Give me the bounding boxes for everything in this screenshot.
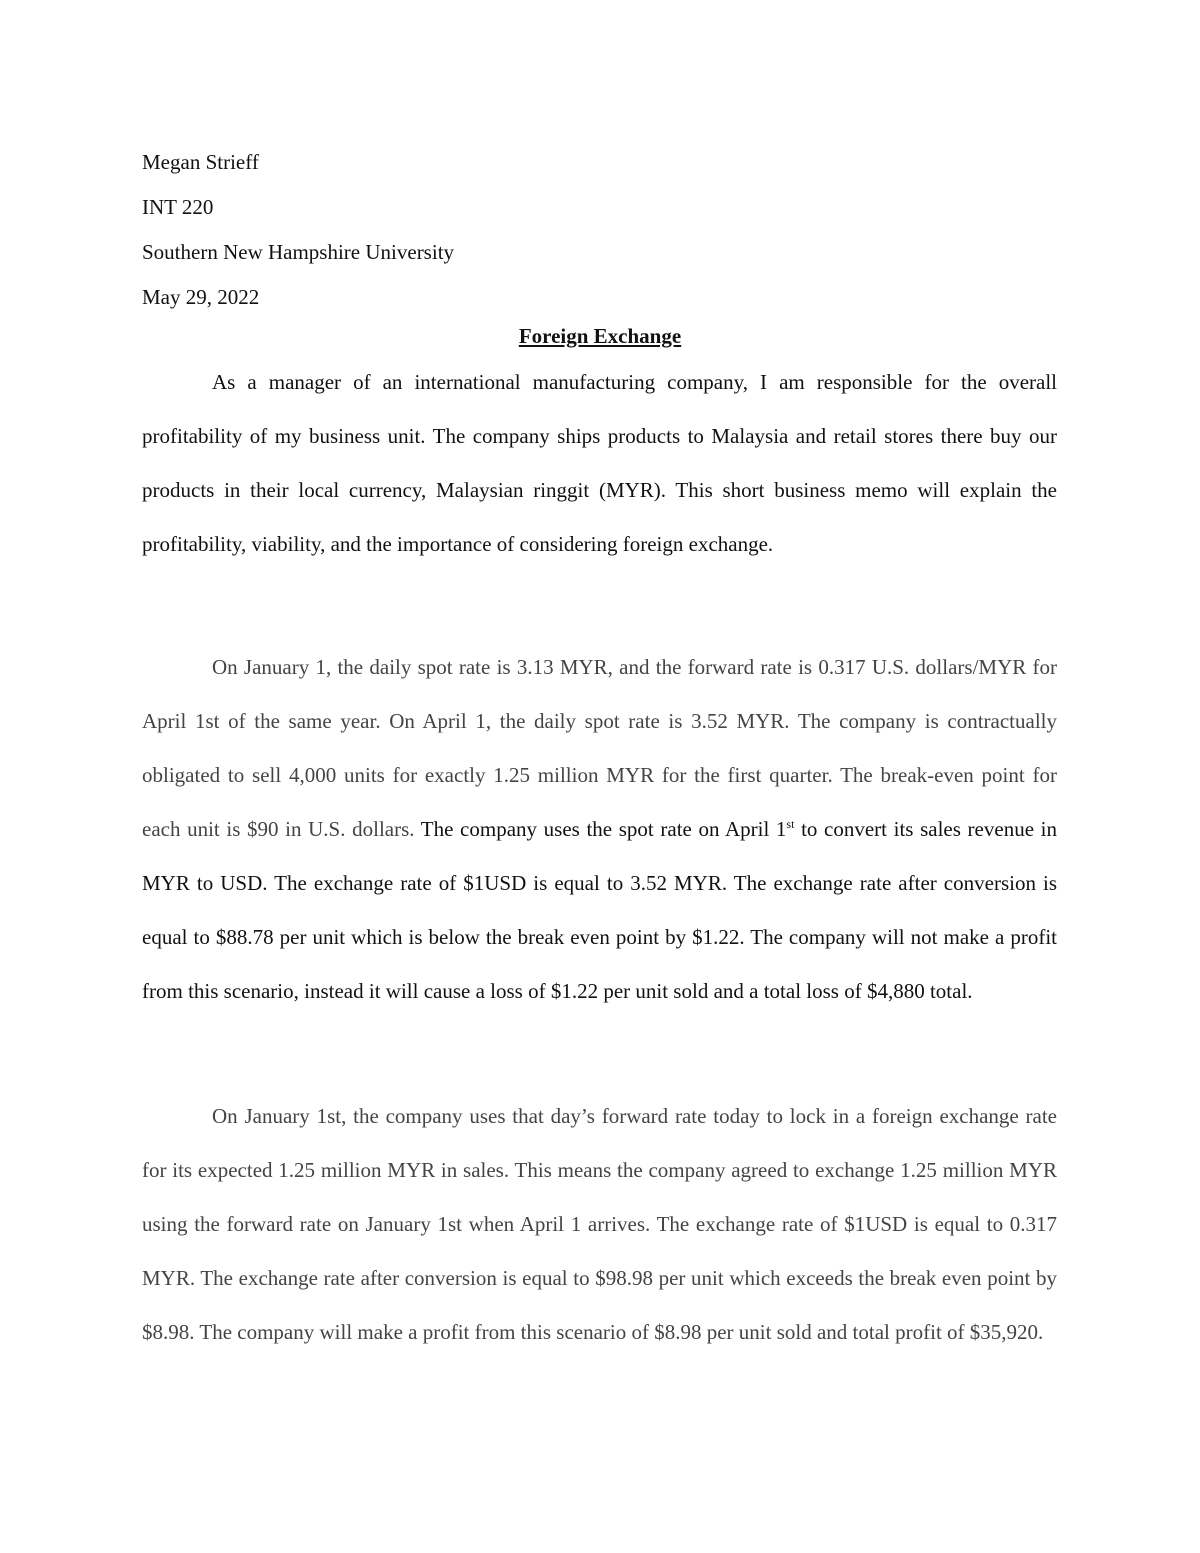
paragraph-intro: As a manager of an international manufacturing company, I am responsible for the overall profitability of my business unit. The company ships products to Malaysia and retail stores there buy our products in their local currency, Malaysian ringgit (MYR). This short business memo will explain the profitability, viability, and the importance of considering foreign exchange. bbox=[142, 370, 1057, 556]
paragraph-spot-rate bbox=[142, 640, 1057, 1018]
course-code: INT 220 bbox=[142, 195, 214, 219]
document-date: May 29, 2022 bbox=[142, 285, 260, 309]
superscript-ordinal: st bbox=[786, 817, 795, 831]
paragraph-spot-rate-part2b: to convert its sales revenue in MYR to USD. The exchange rate of $1USD is equal to 3.52 MYR. The exchange rate after conversion is equal to $88.78 per unit which is below the break even point by $1.22. The company will not make a profit from this scenario, instead it will cause a loss of $1.22 per unit sold and a total loss of $4,880 total. bbox=[142, 817, 1057, 1003]
author-name: Megan Strieff bbox=[142, 150, 259, 174]
paragraph-forward-rate: On January 1st, the company uses that day’s forward rate today to lock in a foreign exchange rate for its expected 1.25 million MYR in sales. This means the company agreed to exchange 1.25 million MYR using the forward rate on January 1st when April 1 arrives. The exchange rate of $1USD is equal to 0.317 MYR. The exchange rate after conversion is equal to $98.98 per unit which exceeds the break even point by $8.98. The company will make a profit from this scenario of $8.98 per unit sold and total profit of $35,920. bbox=[142, 1104, 1057, 1344]
school-name: Southern New Hampshire University bbox=[142, 240, 455, 264]
paragraph-spot-rate-part2a: The company uses the spot rate on April 1 bbox=[414, 817, 787, 841]
paragraph-spot-rate-part1: On January 1, the daily spot rate is 3.13 MYR, and the forward rate is 0.317 U.S. dollars/MYR for April 1st of the same year. On April 1, the daily spot rate is 3.52 MYR. The company is contractually obligated to sell 4,000 units for exactly 1.25 million MYR for the first quarter. The break-even point for each unit is $90 in U.S. dollars. bbox=[142, 655, 1057, 841]
header-block bbox=[142, 140, 1042, 320]
document-title: Foreign Exchange bbox=[518, 324, 682, 348]
